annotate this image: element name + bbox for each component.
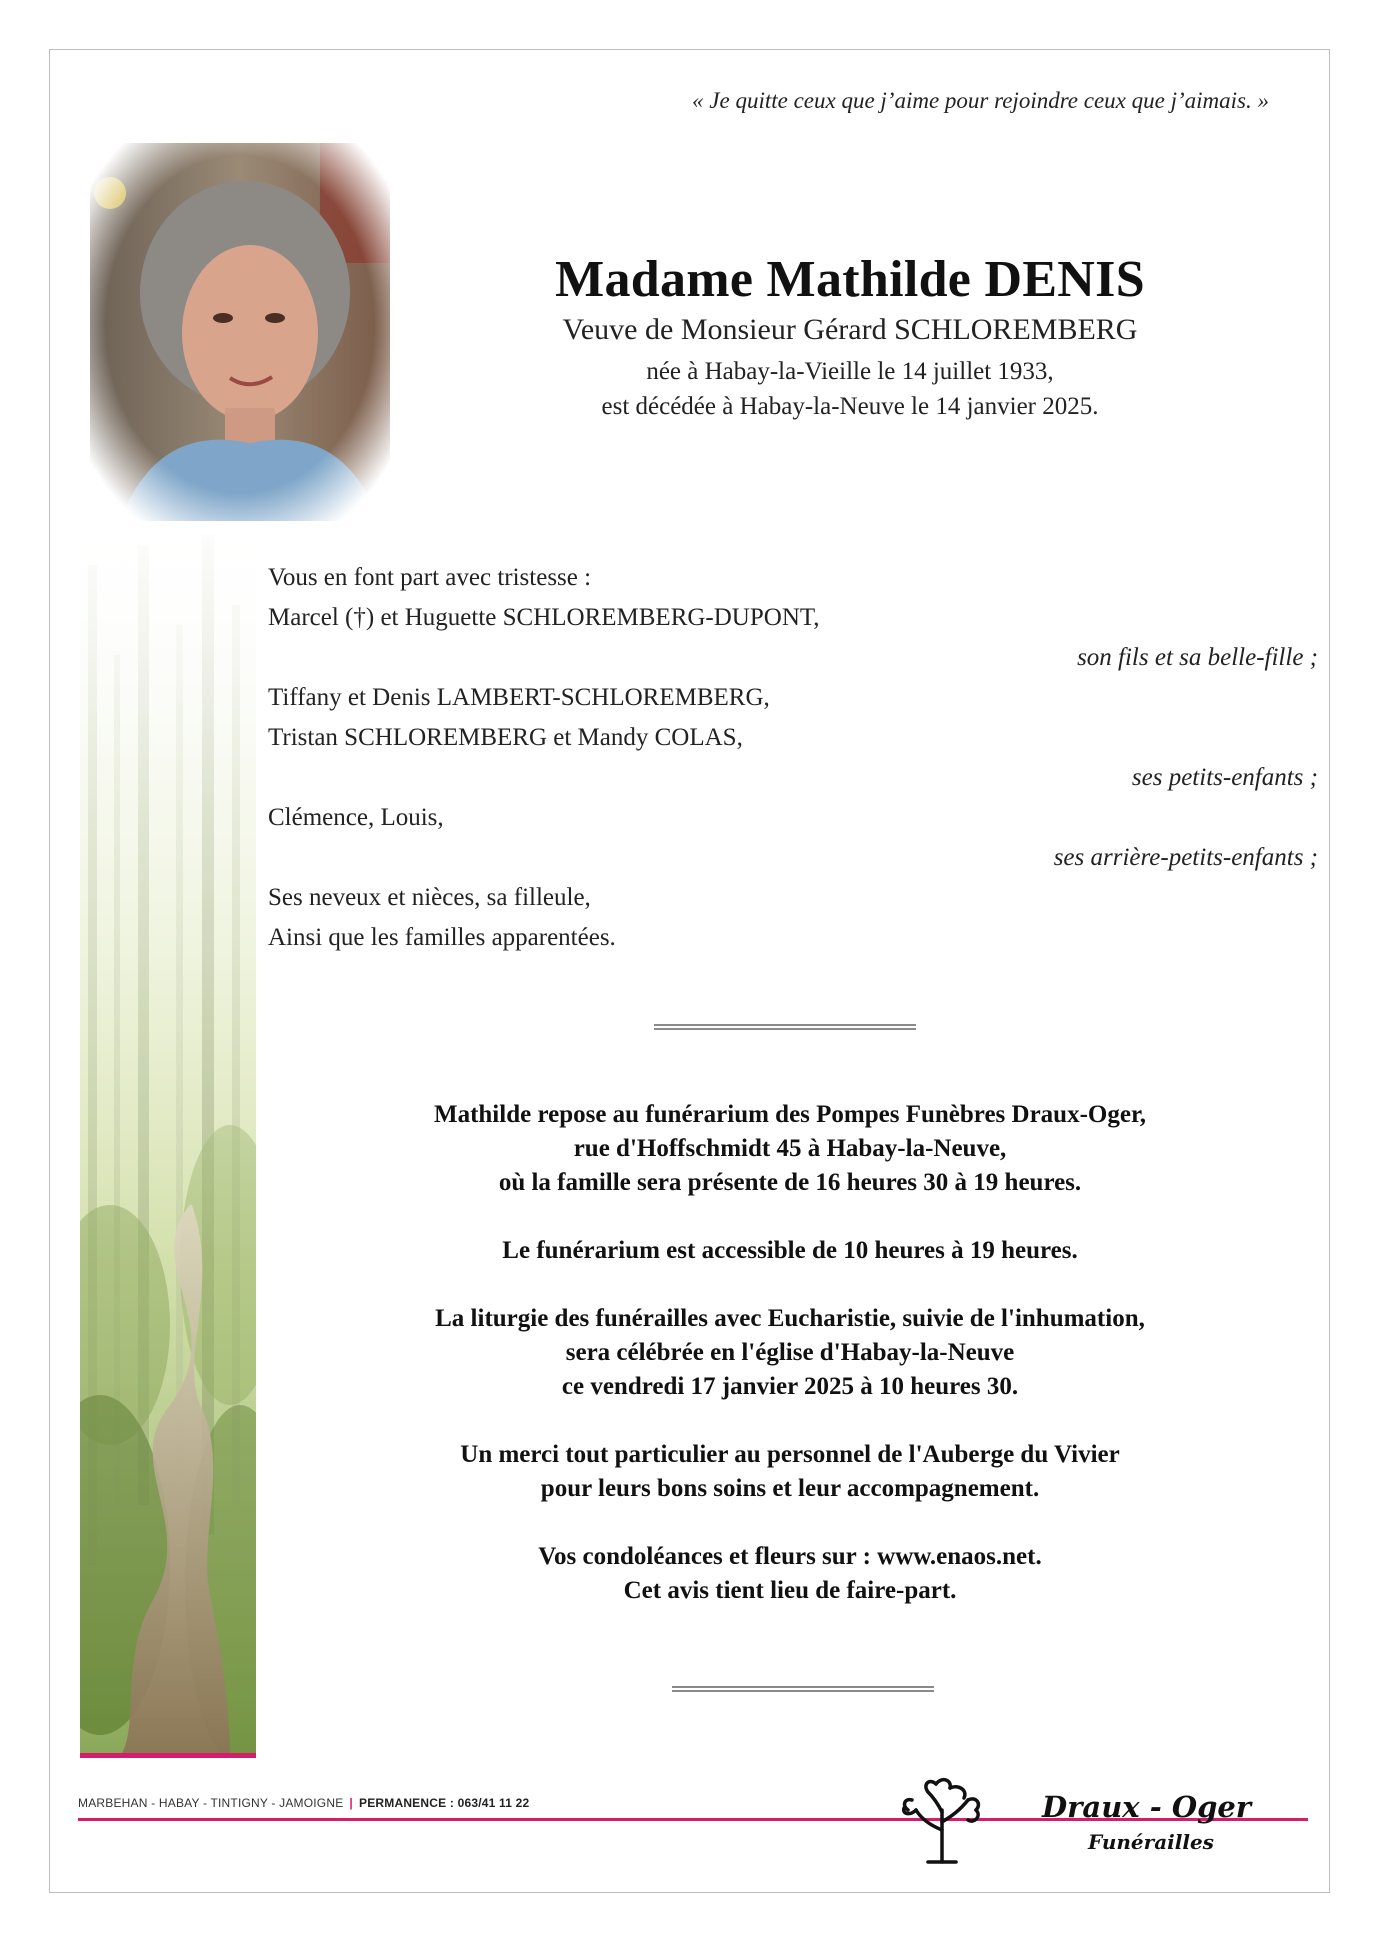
- family-relation: son fils et sa belle-fille ;: [1077, 644, 1318, 671]
- family-relation: ses arrière-petits-enfants ;: [1053, 844, 1318, 871]
- brand-subtitle: Funérailles: [1082, 1830, 1220, 1854]
- info-line: pour leurs bons soins et leur accompagnement.: [540, 1475, 1040, 1502]
- family-line: Tiffany et Denis LAMBERT-SCHLOREMBERG,: [268, 684, 770, 711]
- info-line: ce vendredi 17 janvier 2025 à 10 heures 30.: [561, 1373, 1019, 1400]
- deceased-portrait: [90, 143, 390, 521]
- info-line: Mathilde repose au funérarium des Pompes Funèbres Draux-Oger,: [433, 1101, 1146, 1128]
- widow-of: Veuve de Monsieur Gérard SCHLOREMBERG: [562, 313, 1138, 346]
- family-intro: Vous en font part avec tristesse :: [268, 564, 592, 591]
- death-line: est décédée à Habay-la-Neuve le 14 janvier 2025.: [601, 393, 1099, 420]
- footer-locations: MARBEHAN - HABAY - TINTIGNY - JAMOIGNE: [78, 1796, 344, 1810]
- info-line: Cet avis tient lieu de faire-part.: [623, 1577, 957, 1604]
- family-line: Tristan SCHLOREMBERG et Mandy COLAS,: [268, 724, 743, 751]
- family-announcement: [268, 558, 1318, 958]
- footer-permanence: PERMANENCE : 063/41 11 22: [358, 1796, 530, 1810]
- divider: [672, 1686, 934, 1692]
- family-line: Ainsi que les familles apparentées.: [268, 924, 616, 951]
- info-line: La liturgie des funérailles avec Eucharistie, suivie de l'inhumation,: [435, 1305, 1145, 1332]
- footer-contact: [78, 1796, 529, 1810]
- info-line: Un merci tout particulier au personnel de l'Auberge du Vivier: [460, 1441, 1120, 1468]
- divider: [654, 1024, 916, 1030]
- info-line: où la famille sera présente de 16 heures 30 à 19 heures.: [498, 1169, 1082, 1196]
- birth-line: née à Habay-la-Vieille le 14 juillet 1933,: [646, 358, 1054, 385]
- forest-path-image: [80, 505, 256, 1757]
- info-line: Vos condoléances et fleurs sur : www.enaos.net.: [538, 1543, 1042, 1570]
- info-line: rue d'Hoffschmidt 45 à Habay-la-Neuve,: [573, 1135, 1007, 1162]
- family-line: Clémence, Louis,: [268, 804, 444, 831]
- epitaph-quote: « Je quitte ceux que j’aime pour rejoindre ceux que j’aimais. »: [692, 88, 1269, 113]
- family-line: Marcel (†) et Huguette SCHLOREMBERG-DUPONT,: [268, 604, 820, 631]
- brand-name: Draux - Oger: [1042, 1790, 1252, 1824]
- info-line: sera célébrée en l'église d'Habay-la-Neuve: [565, 1339, 1015, 1366]
- family-relation: ses petits-enfants ;: [1131, 764, 1318, 791]
- funeral-information: [310, 1098, 1270, 1608]
- accent-bar: [80, 1753, 256, 1758]
- info-line: Le funérarium est accessible de 10 heures à 19 heures.: [502, 1237, 1078, 1264]
- deceased-name: Madame Mathilde DENIS: [555, 251, 1145, 308]
- footer-separator: |: [349, 1796, 353, 1810]
- family-line: Ses neveux et nièces, sa filleule,: [268, 884, 591, 911]
